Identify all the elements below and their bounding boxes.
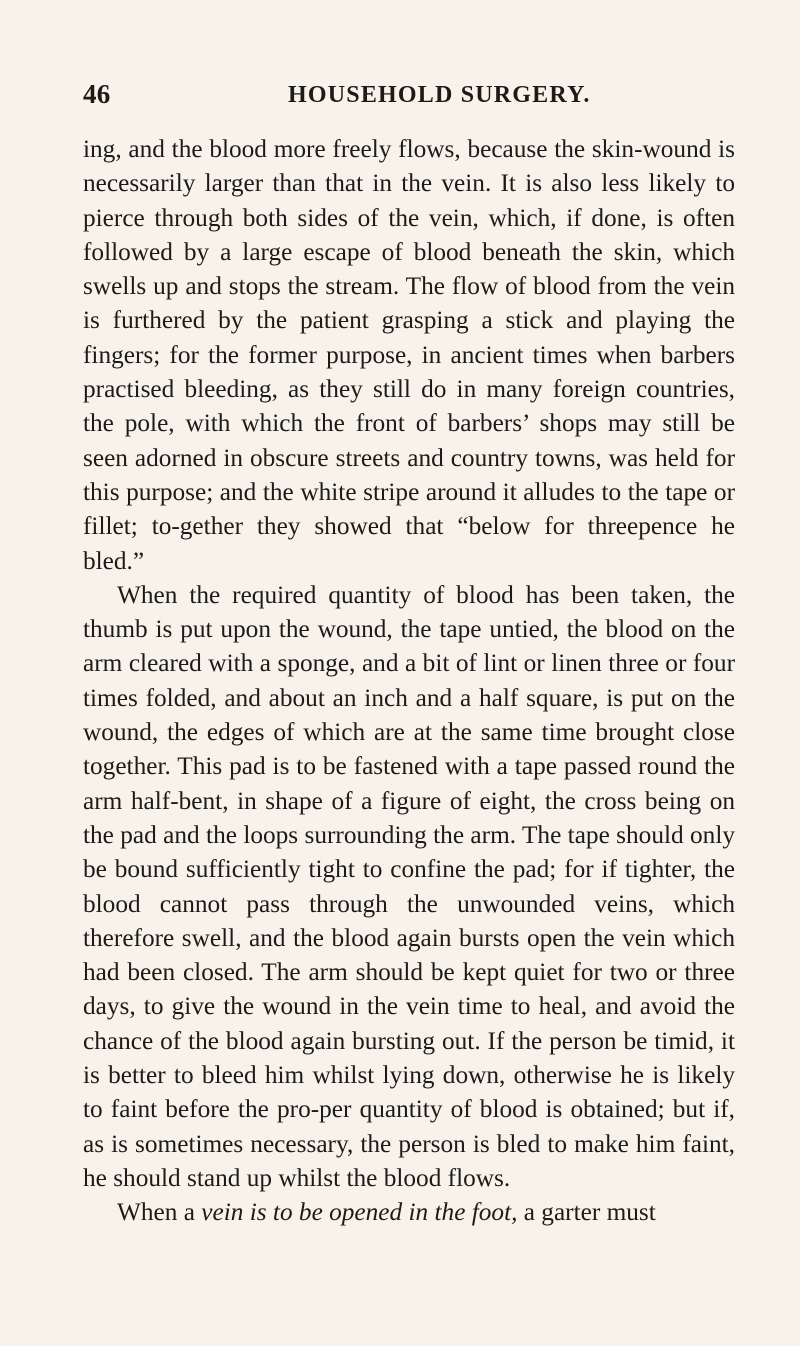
paragraph-tail-text: a garter must (517, 1198, 656, 1227)
body-text (83, 132, 735, 1230)
running-title: HOUSEHOLD SURGERY. (288, 82, 591, 108)
paragraph: ing, and the blood more freely flows, because the skin-wound is necessarily larger than that in the vein. It is also less likely to pierce through both sides of the vein, which, if done, is often followed by a large escape of blood beneath the skin, which swells up and stops the stream. The flow of blood from the vein is furthered by the patient grasping a stick and playing the fingers; for the former purpose, in ancient times when barbers practised bleeding, as they still do in many foreign countries, the pole, with which the front of barbers’ shops may still be seen adorned in obscure streets and country towns, was held for this purpose; and the white stripe around it alludes to the tape or fillet; to-gether they showed that “below for threepence he bled.” (83, 135, 735, 575)
paragraph (83, 1195, 735, 1229)
page-header (83, 78, 738, 110)
page-number: 46 (83, 79, 111, 109)
paragraph: When the required quantity of blood has been taken, the thumb is put upon the wound, the tape untied, the blood on the arm cleared with a sponge, and a bit of lint or linen three or four times folded, and about an inch and a half square, is put on the wound, the edges of which are at the same time brought close together. This pad is to be fastened with a tape passed round the arm half-bent, in shape of a figure of eight, the cross being on the pad and the loops surrounding the arm. The tape should only be bound sufficiently tight to confine the pad; for if tighter, the blood cannot pass through the unwounded veins, which therefore swell, and the blood again bursts open the vein which had been closed. The arm should be kept quiet for two or three days, to give the wound in the vein time to heal, and avoid the chance of the blood again bursting out. If the person be timid, it is better to bleed him whilst lying down, otherwise he is likely to faint before the pro-per quantity of blood is obtained; but if, as is sometimes necessary, the person is bled to make him faint, he should stand up whilst the blood flows. (83, 580, 735, 1192)
paragraph-lead-text: When a (117, 1198, 202, 1227)
italic-phrase: vein is to be opened in the foot, (201, 1198, 518, 1227)
